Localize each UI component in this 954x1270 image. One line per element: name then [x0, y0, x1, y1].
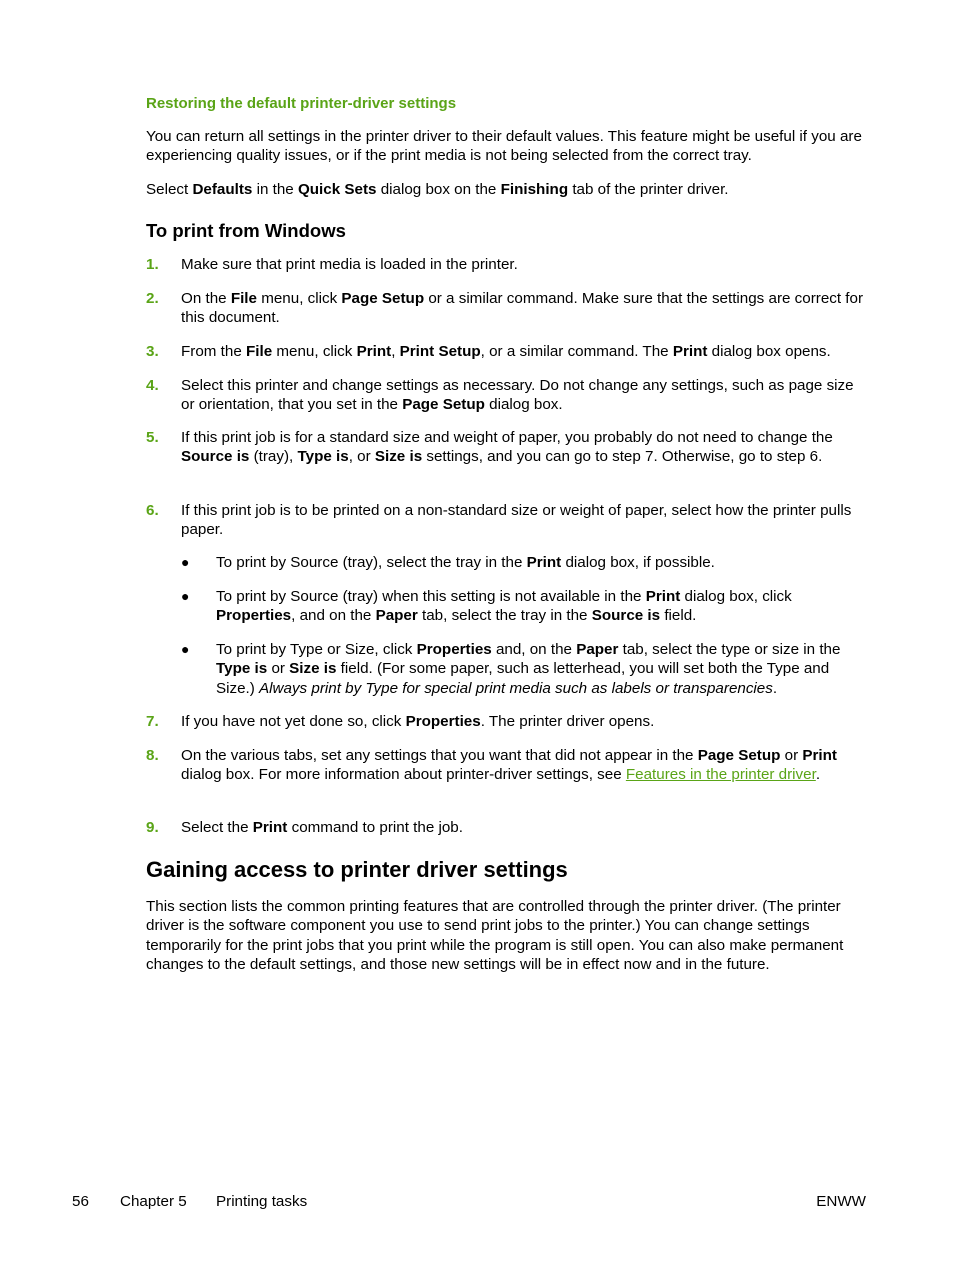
step-text	[181, 428, 871, 467]
step-text	[181, 818, 871, 837]
text-run: tab, select the tray in the	[417, 607, 592, 625]
text-run: tab of the printer driver.	[568, 181, 729, 198]
defaults-paragraph	[146, 180, 871, 199]
step-number: 7.	[146, 713, 159, 730]
bold-term: Properties	[216, 607, 292, 625]
bold-term: Size is	[374, 448, 423, 466]
bold-term: Page Setup	[341, 290, 425, 307]
bold-term: Print	[526, 554, 562, 571]
text-run: settings, and you can go to step 7. Otherwise, go to step 6.	[422, 448, 823, 466]
text-run: field. (For some paper, such as letterhead, you will set both the Type and Size.)	[216, 660, 830, 697]
bullet-item	[216, 553, 871, 572]
text-run: .	[815, 766, 821, 784]
text-run: dialog box, click	[680, 588, 792, 605]
step-text	[181, 289, 871, 328]
text-run: in the	[252, 181, 298, 198]
bold-term: Page Setup	[402, 396, 485, 414]
text-run: If this print job is to be printed on a non-standard size or weight of paper, select how the printer pulls paper.	[181, 502, 852, 539]
bold-term: Print	[802, 747, 837, 764]
bold-term: File	[246, 343, 273, 360]
bold-term: Print	[252, 819, 288, 836]
bold-term: Size is	[289, 660, 337, 678]
text-run: From the	[181, 343, 246, 360]
chapter-title: Printing tasks	[216, 1193, 308, 1210]
page-number: 56	[72, 1193, 89, 1210]
text-run: On the	[181, 290, 231, 307]
text-run: To print by Source (tray) when this setting is not available in the	[216, 588, 646, 605]
bullet-icon: ●	[181, 641, 190, 657]
bullet-item	[216, 587, 871, 626]
bold-term: Source is	[591, 607, 661, 625]
step-number: 6.	[146, 502, 159, 519]
text-run: To print by Type or Size, click	[216, 641, 417, 658]
text-run: field.	[660, 607, 697, 625]
step-number: 5.	[146, 429, 159, 446]
text-run: , or	[348, 448, 375, 466]
bold-term: Print	[645, 588, 681, 605]
chapter-label: Chapter 5	[120, 1193, 187, 1210]
step-number: 8.	[146, 747, 159, 764]
bold-term: Quick Sets	[297, 181, 377, 198]
bold-term: Properties	[405, 713, 481, 730]
text-run: .	[772, 679, 778, 697]
text-run: , and on the	[291, 607, 376, 625]
text-run: Make sure that print media is loaded in the printer.	[181, 256, 518, 273]
bold-term: Page Setup	[697, 747, 781, 764]
text-run: On the various tabs, set any settings that you want that did not appear in the	[181, 747, 698, 764]
text-run: or a similar command. Make sure that the settings are correct for this document.	[181, 290, 864, 327]
step-text	[181, 342, 871, 361]
text-run: or	[267, 660, 290, 678]
text-run: Select this printer and change settings as necessary. Do not change any settings, such as page size or orientation, that you set in the	[181, 377, 854, 414]
bold-term: Print Setup	[399, 343, 481, 360]
bold-term: Defaults	[192, 181, 253, 198]
bold-term: Source is	[181, 448, 250, 466]
text-run: If this print job is for a standard size and weight of paper, you probably do not need to change the	[181, 429, 833, 446]
bullet-icon: ●	[181, 554, 190, 570]
bullet-item	[216, 640, 871, 698]
step-number: 3.	[146, 343, 159, 360]
text-run: (tray),	[249, 448, 298, 466]
text-run: dialog box opens.	[707, 343, 831, 360]
step-text	[181, 746, 871, 785]
italic-note: Always print by Type for special print media such as labels or transparencies	[259, 679, 773, 697]
bold-term: Finishing	[500, 181, 569, 198]
text-run: . The printer driver opens.	[480, 713, 655, 730]
step-number: 1.	[146, 256, 159, 273]
section-subheading: Restoring the default printer-driver settings	[146, 95, 457, 112]
bold-term: Paper	[576, 641, 619, 658]
text-run: dialog box, if possible.	[561, 554, 715, 571]
step-text	[181, 712, 871, 731]
bold-term: Print	[672, 343, 708, 360]
bold-term: Print	[356, 343, 392, 360]
text-run: menu, click	[256, 290, 342, 307]
features-link[interactable]: Features in the printer driver	[625, 766, 816, 784]
text-run: menu, click	[272, 343, 357, 360]
text-run: dialog box. For more information about printer-driver settings, see	[181, 766, 626, 784]
step-number: 2.	[146, 290, 159, 307]
text-run: or	[780, 747, 803, 764]
step-number: 4.	[146, 377, 159, 394]
bullet-icon: ●	[181, 588, 190, 604]
text-run: Select the	[181, 819, 253, 836]
bold-term: File	[230, 290, 257, 307]
access-heading: Gaining access to printer driver settings	[146, 857, 568, 882]
text-run: ,	[391, 343, 400, 360]
text-run: If you have not yet done so, click	[181, 713, 406, 730]
access-paragraph: This section lists the common printing features that are controlled through the printer driver. (The printer driver is the software component you use to send print jobs to the printer.) You can change settings temporarily for the print jobs that you print while the program is still open. You can also make permanent changes to the default settings, and those new settings will be in effect now and in the future.	[146, 898, 844, 974]
bold-term: Properties	[416, 641, 492, 658]
text-run: dialog box on the	[376, 181, 501, 198]
step-text	[181, 255, 871, 274]
text-run: , or a similar command. The	[480, 343, 673, 360]
step-number: 9.	[146, 819, 159, 836]
intro-paragraph: You can return all settings in the printer driver to their default values. This feature might be useful if you are experiencing quality issues, or if the print media is not being selected from the correct tray.	[146, 128, 862, 165]
text-run: Select	[146, 181, 193, 198]
text-run: To print by Source (tray), select the tray in the	[216, 554, 527, 571]
footer-enww: ENWW	[816, 1193, 866, 1210]
step-text	[181, 501, 871, 540]
windows-heading: To print from Windows	[146, 220, 346, 241]
bold-term: Paper	[375, 607, 418, 625]
text-run: and, on the	[491, 641, 577, 658]
text-run: tab, select the type or size in the	[618, 641, 841, 658]
step-text	[181, 376, 871, 415]
text-run: dialog box.	[484, 396, 563, 414]
bold-term: Type is	[297, 448, 349, 466]
text-run: command to print the job.	[287, 819, 463, 836]
bold-term: Type is	[216, 660, 268, 678]
